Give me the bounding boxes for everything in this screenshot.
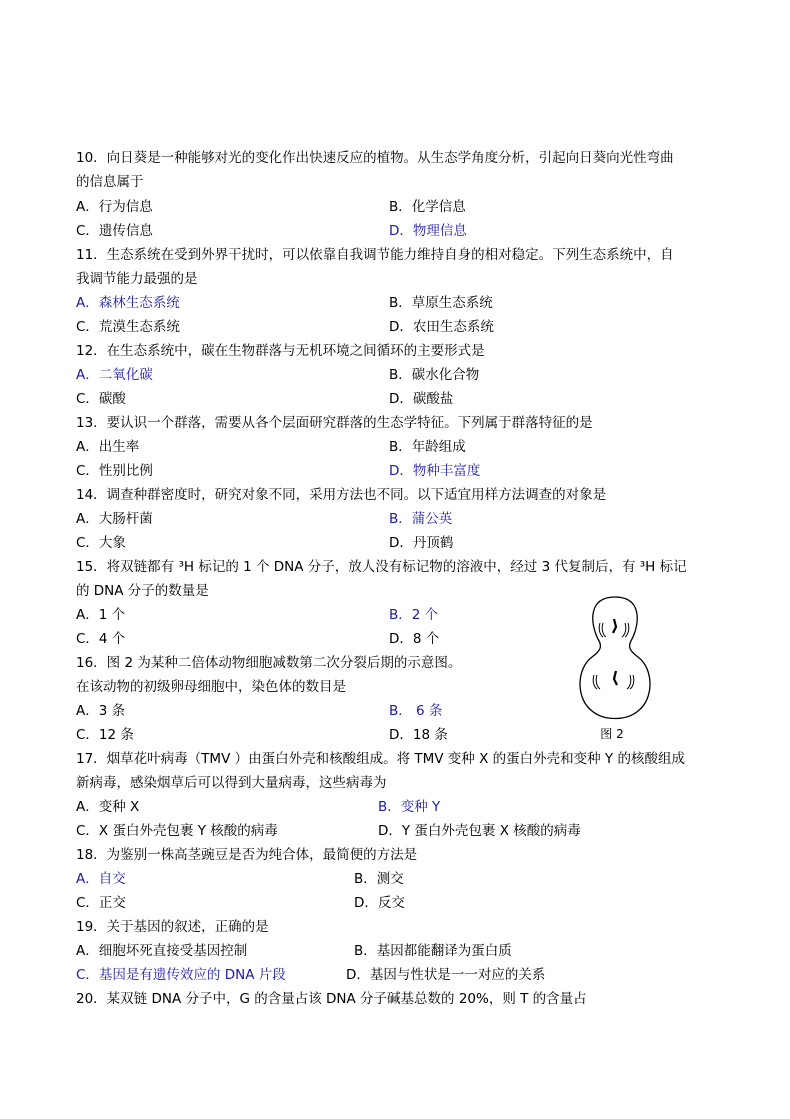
q17-stem-line1: 17．烟草花叶病毒（TMV ）由蛋白外壳和核酸组成。将 TMV 变种 X 的蛋白外壳和变种 Y 的核酸组成 [76,751,685,767]
q19-option-a: A．细胞坏死直接受基因控制 [76,943,248,959]
q18-option-c: C．正交 [76,895,126,911]
q12-option-a: A．二氧化碳 [76,367,153,383]
q17-option-c: C．X 蛋白外壳包裹 Y 核酸的病毒 [76,823,278,839]
q19-stem: 19．关于基因的叙述，正确的是 [76,919,269,935]
q13-option-d: D．物种丰富度 [389,463,481,479]
q16-option-b: B． 6 条 [389,703,443,719]
q14-option-a: A．大肠杆菌 [76,511,153,527]
q14-option-c: C．大象 [76,535,126,551]
q13-option-c: C．性别比例 [76,463,153,479]
q19-option-d: D．基因与性状是一一对应的关系 [346,967,546,983]
q15-option-c: C．4 个 [76,631,126,647]
q11-option-b: B．草原生态系统 [389,295,493,311]
q10-option-b: B．化学信息 [389,199,466,215]
q14-option-d: D．丹顶鹤 [389,535,454,551]
q18-option-b: B．测交 [354,871,404,887]
q12-option-d: D．碳酸盐 [389,391,454,407]
q12-stem: 12．在生态系统中，碳在生物群落与无机环境之间循环的主要形式是 [76,343,485,359]
q10-option-c: C．遗传信息 [76,223,153,239]
q14-option-b: B．蒲公英 [389,511,453,527]
q17-option-d: D．Y 蛋白外壳包裹 X 核酸的病毒 [378,823,581,839]
q19-option-c: C．基因是有遗传效应的 DNA 片段 [76,967,286,983]
q18-option-d: D．反交 [354,895,405,911]
q10-option-a: A．行为信息 [76,199,153,215]
q15-stem-line1: 15．将双链都有 ³H 标记的 1 个 DNA 分子，放人没有标记物的溶液中，经过 3 代复制后，有 ³H 标记 [76,559,687,575]
q17-option-b: B．变种 Y [378,799,441,815]
q14-stem: 14．调查种群密度时，研究对象不同，采用方法也不同。以下适宜用样方法调查的对象是 [76,487,607,503]
q11-option-a: A．森林生态系统 [76,295,180,311]
q13-option-a: A．出生率 [76,439,140,455]
q17-stem-line2: 新病毒，感染烟草后可以得到大量病毒，这些病毒为 [76,775,387,791]
q11-stem-line1: 11．生态系统在受到外界干扰时，可以依靠自我调节能力维持自身的相对稳定。下列生态系统中，自 [76,247,674,263]
q16-option-a: A．3 条 [76,703,126,719]
q13-stem: 13．要认识一个群落，需要从各个层面研究群落的生态学特征。下列属于群落特征的是 [76,415,593,431]
q11-stem-line2: 我调节能力最强的是 [76,271,198,287]
q15-option-d: D．8 个 [389,631,440,647]
q12-option-b: B．碳水化合物 [389,367,480,383]
q11-option-d: D．农田生态系统 [389,319,494,335]
cell-division-icon [570,593,660,743]
q18-stem: 18．为鉴别一株高茎豌豆是否为纯合体，最简便的方法是 [76,847,418,863]
q15-stem-line2: 的 DNA 分子的数量是 [76,583,209,599]
figure-2-cell-diagram [570,593,660,743]
q11-option-c: C．荒漠生态系统 [76,319,180,335]
q15-option-a: A．1 个 [76,607,126,623]
q16-option-c: C．12 条 [76,727,134,743]
figure-2-caption: 图 2 [600,727,624,741]
q16-stem-line2: 在该动物的初级卵母细胞中，染色体的数目是 [76,679,346,695]
q10-stem-line2: 的信息属于 [76,174,144,190]
q20-stem: 20．某双链 DNA 分子中，G 的含量占该 DNA 分子碱基总数的 20%，则 T 的含量占 [76,991,587,1007]
q10-stem-line1: 10．向日葵是一种能够对光的变化作出快速反应的植物。从生态学角度分析，引起向日葵向光性弯曲 [76,150,674,166]
q17-option-a: A．变种 X [76,799,140,815]
q16-stem-line1: 16．图 2 为某种二倍体动物细胞减数第二次分裂后期的示意图。 [76,655,462,671]
q19-option-b: B．基因都能翻译为蛋白质 [354,943,512,959]
q10-option-d: D．物理信息 [389,223,467,239]
q16-option-d: D．18 条 [389,727,448,743]
q13-option-b: B．年龄组成 [389,439,466,455]
q12-option-c: C．碳酸 [76,391,126,407]
q15-option-b: B．2 个 [389,607,439,623]
q18-option-a: A．自交 [76,871,126,887]
